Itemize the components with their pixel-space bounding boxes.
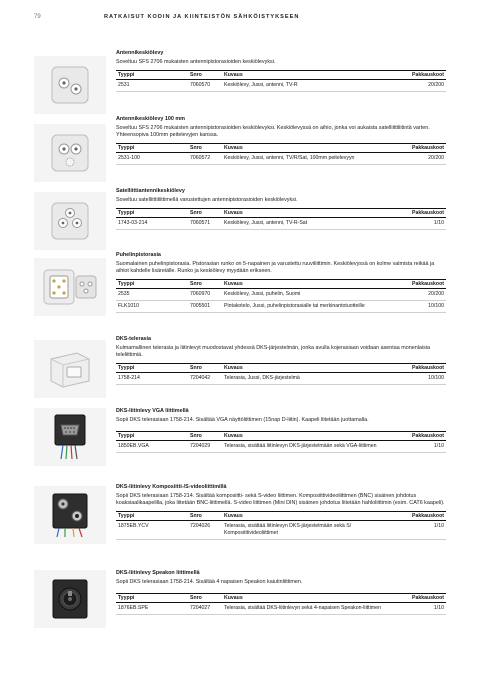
table-row [116,373,446,385]
dks-box-icon [47,349,93,389]
col-header-description: Kuvaus [222,363,392,373]
table-row [116,218,446,230]
page-number: 79 [34,14,41,20]
product-table [116,363,446,385]
col-header-snro: Snro [188,70,222,80]
cell-type: 1876EB.SPE [116,603,188,615]
table-header-row [116,143,446,153]
table-row [116,301,446,313]
table-row [116,153,446,165]
product-description: Kulmamallinen telerasia ja liitinlevyt muodostavat yhdessä DKS-järjestelmän, jonka avulla kojerasiaan voidaan asentaa monenlaisia teleliittimiä. [116,344,431,358]
cell-snro: 7005501 [188,301,222,313]
col-header-package: Pakkauskoot [392,363,446,373]
table-header-row [116,70,446,80]
cell-description: Telerasia, sisältää liitinlevyn DKS-järjestelmään sekä VGA-liittimen [222,441,392,453]
product-table [116,143,446,165]
product-image [34,408,106,466]
cell-snro: 7204027 [188,603,222,615]
cell-description: Keskiölevy, Jussi, antenni, TV/R/Sat, 100mm peitelevyyn [222,153,392,165]
cell-package: 20/200 [392,153,446,165]
composite-svideo-plate-icon [45,492,95,538]
table-row [116,289,446,301]
product-description: Sopii DKS telerasiaan 1758-214. Sisältää 4 napaisen Speakon kaiutinliittimen. [116,578,303,585]
cell-type: 2531 [116,80,188,92]
col-header-package: Pakkauskoot [392,279,446,289]
running-header: RATKAISUT KODIN JA KIINTEISTÖN SÄHKÖISTYKSEEN [104,14,300,20]
product-title: Antennikeskiölevy [116,50,164,56]
cell-description: Telerasia, sisältää DKS-liitinlevyn sekä 4-napaisen Speakon-liittimen [222,603,392,615]
cell-package: 20/200 [392,289,446,301]
product-description: Soveltuu SFS 2706 mukaisten antennipistorasioiden keskiölevyksi. [116,58,276,65]
product-table [116,431,446,453]
cell-snro: 7060571 [188,218,222,230]
cell-type: 1850EB.VGA [116,441,188,453]
col-header-description: Kuvaus [222,593,392,603]
cell-description: Keskiölevy, Jussi, antenni, TV-R-Sat [222,218,392,230]
col-header-package: Pakkauskoot [392,70,446,80]
speakon-plate-icon [47,576,93,622]
cell-snro: 7204026 [188,521,222,539]
cell-type: 1875EB.YCV [116,521,188,539]
product-content [116,484,446,540]
cell-snro: 7060572 [188,153,222,165]
product-description: Soveltuu SFS 2706 mukaisten antennipistorasioiden keskiölevyksi. Keskiölevyssä on aihio, jonka voi aukaista satelliittiliitintä varten. Yhteensopiva 100mm peitelevyjen kanssa. [116,124,430,138]
cell-description: Telerasia, Jussi, DKS-järjestelmä [222,373,392,385]
satellite-plate-icon [50,201,90,241]
cell-package: 1/10 [392,441,446,453]
table-header-row [116,431,446,441]
cell-package: 20/200 [392,80,446,92]
product-description: Sopii DKS telerasiaan 1758-214. Sisältää komposiitti- sekä S-video liittimen. Komposiittivideoliittimen (BNC) sisäinen johdotus koaksiaalikaapelilla, joka liitetään BNC-liittimellä. S-video liittimen (Mini DIN) sisäinen johdotus liitetään hahloliittimin (esim. CAT6 kaapeli). [116,492,445,506]
product-title: DKS-telerasia [116,336,152,342]
product-title: Puhelinpistorasia [116,252,161,258]
col-header-type: Tyyppi [116,70,188,80]
product-table [116,208,446,230]
col-header-snro: Snro [188,363,222,373]
product-content [116,252,446,313]
cell-description: Telerasia, sisältää liitinlevyn DKS-järjestelmään sekä S/ Komposiittivideoliittimet [222,521,392,539]
product-content [116,408,446,453]
product-content [116,570,446,615]
telephone-socket-icon [42,266,98,308]
col-header-snro: Snro [188,511,222,521]
col-header-type: Tyyppi [116,279,188,289]
product-content [116,50,446,92]
cell-snro: 7204029 [188,441,222,453]
col-header-package: Pakkauskoot [392,593,446,603]
product-image [34,258,106,316]
table-row [116,603,446,615]
table-header-row [116,363,446,373]
col-header-type: Tyyppi [116,143,188,153]
cell-package: 1/10 [392,218,446,230]
col-header-type: Tyyppi [116,431,188,441]
product-title: Antennikeskiölevy 100 mm [116,116,185,122]
col-header-description: Kuvaus [222,431,392,441]
table-header-row [116,593,446,603]
cell-snro: 7204042 [188,373,222,385]
cell-package: 10/100 [392,301,446,313]
table-header-row [116,279,446,289]
cell-package: 1/10 [392,521,446,539]
product-image [34,124,106,182]
product-image [34,340,106,398]
cell-type: 1758-214 [116,373,188,385]
cell-snro: 7060970 [188,289,222,301]
col-header-type: Tyyppi [116,208,188,218]
col-header-snro: Snro [188,431,222,441]
col-header-description: Kuvaus [222,208,392,218]
antenna-plate-icon [50,65,90,105]
col-header-description: Kuvaus [222,143,392,153]
product-table [116,593,446,615]
col-header-package: Pakkauskoot [392,431,446,441]
cell-description: Pintakotelo, Jussi, puhelinpistorasialle tai merkinantotuotteille [222,301,392,313]
col-header-description: Kuvaus [222,70,392,80]
vga-plate-icon [45,413,95,461]
col-header-package: Pakkauskoot [392,511,446,521]
product-description: Suomalainen puhelinpistorasia. Pistorasian runko on 5-napainen ja varustettu ruuviliittimin. Keskiölevyssä on kolme valmista reikää ja aihiot kahdelle lisäreiälle. Runko ja keskiölevy myydään erikseen. [116,260,435,274]
product-content [116,116,446,165]
cell-package: 10/100 [392,373,446,385]
product-title: DKS-liitinlevy VGA liittimellä [116,408,189,414]
cell-description: Keskiölevy, Jussi, puhelin, Suomi [222,289,392,301]
product-table [116,279,446,313]
product-image [34,56,106,114]
col-header-snro: Snro [188,143,222,153]
cell-description: Keskiölevy, Jussi, antenni, TV-R [222,80,392,92]
col-header-package: Pakkauskoot [392,208,446,218]
product-title: Satelliittiantennikeskiölevy [116,188,185,194]
antenna-plate-100mm-icon [50,133,90,173]
col-header-type: Tyyppi [116,363,188,373]
cell-package: 1/10 [392,603,446,615]
col-header-snro: Snro [188,593,222,603]
product-image [34,570,106,628]
product-image [34,486,106,544]
table-row [116,80,446,92]
product-content [116,188,446,230]
cell-type: FLK1010 [116,301,188,313]
product-table [116,511,446,540]
product-description: Sopii DKS telerasiaan 1758-214. Sisältää VGA näyttöliittimen (15nap D-liitin). Kaapeli liitetään juottamalla. [116,416,369,423]
cell-type: 2535 [116,289,188,301]
product-content [116,336,446,385]
table-header-row [116,208,446,218]
table-row [116,521,446,539]
cell-type: 1743-03-214 [116,218,188,230]
product-title: DKS-liitinlevy Speakon liittimellä [116,570,200,576]
product-description: Soveltuu satelliittiliittimellä varustettujen antennipistorasioiden keskiölevyksi. [116,196,298,203]
product-table [116,70,446,92]
cell-snro: 7060570 [188,80,222,92]
table-row [116,441,446,453]
product-image [34,192,106,250]
col-header-snro: Snro [188,279,222,289]
col-header-description: Kuvaus [222,279,392,289]
col-header-snro: Snro [188,208,222,218]
col-header-package: Pakkauskoot [392,143,446,153]
table-header-row [116,511,446,521]
cell-type: 2531-100 [116,153,188,165]
col-header-description: Kuvaus [222,511,392,521]
col-header-type: Tyyppi [116,593,188,603]
col-header-type: Tyyppi [116,511,188,521]
product-title: DKS-liitinlevy Komposiitti-/S-videoliittimillä [116,484,227,490]
